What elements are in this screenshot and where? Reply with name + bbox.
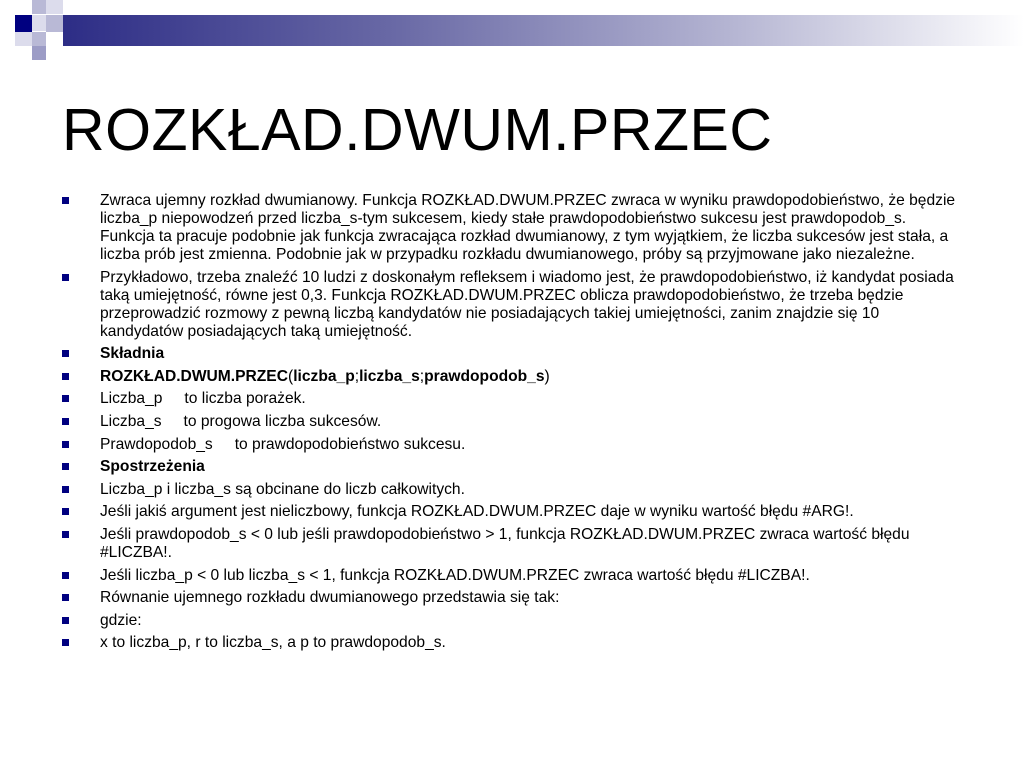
list-item — [60, 526, 960, 562]
syntax-heading: Składnia — [100, 345, 165, 363]
gradient-band — [63, 15, 1024, 46]
term-description: to progowa liczba sukcesów. — [183, 412, 382, 430]
separator: ; — [419, 367, 425, 385]
square-bullet-icon — [62, 594, 69, 601]
item-text: Zwraca ujemny rozkład dwumianowy. Funkcja ROZKŁAD.DWUM.PRZEC zwraca w wyniku prawdopodobieństwo, że będzie liczba_p niepowodzeń przed liczba_s-tym sukcesem, kiedy stałe prawdopodobieństwo sukcesu jest prawdopodob_s. Funkcja ta pracuje podobnie jak funkcja zwracająca rozkład dwumianowy, z tym wyjątkiem, że liczba sukcesów jest stała, a liczba prób jest zmienna. Podobnie jak w przypadku rozkładu dwumianowego, próby są przyjmowane jako niezależne. — [100, 192, 956, 263]
list-item — [60, 345, 960, 363]
list-item — [60, 634, 960, 652]
decor-square — [15, 15, 32, 32]
slide-title: ROZKŁAD.DWUM.PRZEC — [62, 97, 773, 163]
list-item — [60, 481, 960, 499]
item-text: Przykładowo, trzeba znaleźć 10 ludzi z doskonałym refleksem i wiadomo jest, że prawdopodobieństwo, iż kandydat posiada taką umiejętność, równe jest 0,3. Funkcja ROZKŁAD.DWUM.PRZEC oblicza prawdopodobieństwo, że trzeba będzie przeprowadzić rozmowy z pewną liczbą kandydatów nie posiadających takiej umiejętności, zanim znajdzie się 10 kandydatów posiadających taką umiejętność. — [100, 268, 954, 340]
square-bullet-icon — [62, 617, 69, 624]
header-decoration — [0, 0, 1024, 64]
list-item — [60, 269, 960, 341]
item-text: Liczba_p i liczba_s są obcinane do liczb całkowitych. — [100, 480, 465, 498]
list-item — [60, 458, 960, 476]
decor-square — [46, 0, 63, 14]
decor-square — [32, 0, 46, 14]
item-text: x to liczba_p, r to liczba_s, a p to prawdopodob_s. — [100, 634, 446, 652]
list-item — [60, 390, 960, 408]
list-item — [60, 192, 960, 264]
term: Liczba_p — [100, 390, 163, 408]
item-text: Jeśli liczba_p < 0 lub liczba_s < 1, funkcja ROZKŁAD.DWUM.PRZEC zwraca wartość błędu #LICZBA!. — [100, 566, 810, 584]
square-bullet-icon — [62, 463, 69, 470]
term-description: to prawdopodobieństwo sukcesu. — [234, 435, 466, 453]
list-item — [60, 503, 960, 521]
list-item — [60, 413, 960, 431]
list-item — [60, 368, 960, 386]
bullet-list — [60, 192, 960, 657]
square-bullet-icon — [62, 639, 69, 646]
item-text: Jeśli jakiś argument jest nieliczbowy, funkcja ROZKŁAD.DWUM.PRZEC daje w wyniku wartość błędu #ARG!. — [100, 503, 854, 521]
square-bullet-icon — [62, 508, 69, 515]
square-bullet-icon — [62, 486, 69, 493]
item-text: Jeśli prawdopodob_s < 0 lub jeśli prawdopodobieństwo > 1, funkcja ROZKŁAD.DWUM.PRZEC zwraca wartość błędu #LICZBA!. — [100, 525, 910, 561]
square-bullet-icon — [62, 441, 69, 448]
item-text: gdzie: — [100, 611, 142, 629]
decor-square — [32, 32, 46, 46]
argument-liczba-p: liczba_p — [293, 367, 355, 385]
remarks-heading: Spostrzeżenia — [100, 458, 205, 476]
square-bullet-icon — [62, 395, 69, 402]
paren-close: ) — [544, 367, 550, 385]
argument-prawdopodob-s: prawdopodob_s — [424, 367, 545, 385]
decor-square — [32, 15, 46, 31]
item-text: Równanie ujemnego rozkładu dwumianowego przedstawia się tak: — [100, 589, 560, 607]
square-bullet-icon — [62, 418, 69, 425]
list-item — [60, 436, 960, 454]
list-item — [60, 567, 960, 585]
square-bullet-icon — [62, 531, 69, 538]
list-item — [60, 589, 960, 607]
function-name: ROZKŁAD.DWUM.PRZEC — [100, 367, 288, 385]
separator: ; — [354, 367, 360, 385]
square-bullet-icon — [62, 274, 69, 281]
decor-square — [32, 46, 46, 60]
term-description: to liczba porażek. — [184, 390, 306, 408]
paren-open: ( — [287, 367, 294, 385]
square-bullet-icon — [62, 197, 69, 204]
argument-liczba-s: liczba_s — [359, 367, 420, 385]
square-bullet-icon — [62, 572, 69, 579]
square-bullet-icon — [62, 350, 69, 357]
decor-square — [46, 15, 63, 32]
term: Liczba_s — [100, 412, 162, 430]
list-item — [60, 612, 960, 630]
square-bullet-icon — [62, 373, 69, 380]
decor-square — [15, 32, 32, 46]
term: Prawdopodob_s — [100, 435, 213, 453]
